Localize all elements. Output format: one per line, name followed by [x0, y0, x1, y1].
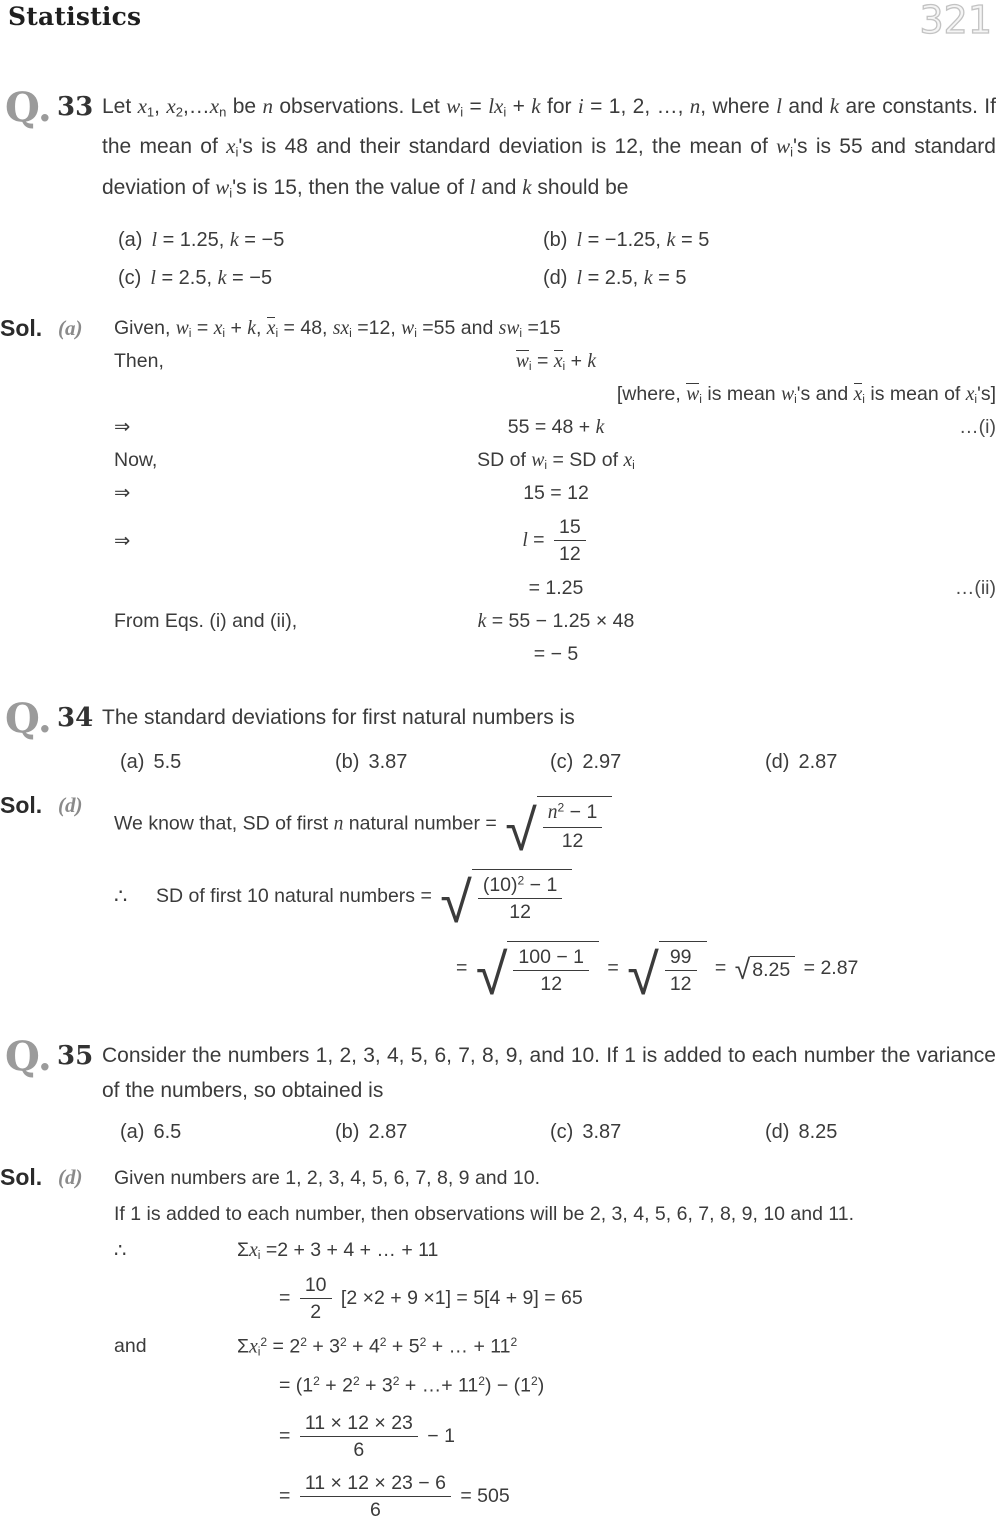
option-value: l = 2.5, k = −5	[150, 266, 273, 289]
option-label: (d)	[765, 750, 790, 773]
solution-label: Sol.	[0, 314, 43, 341]
equation: = $\frac{11 \times 12 \times 23 - 6}{6}$ = 505	[279, 1471, 510, 1522]
question-35-section	[0, 1032, 998, 1151]
statement: If 1 is added to each number, then observations will be 2, 3, 4, 5, 6, 7, 8, 9, 10 and 11.	[114, 1203, 855, 1226]
question-number: 35	[57, 1040, 94, 1071]
solution-line	[114, 444, 998, 477]
page-header	[0, 0, 998, 50]
equation: = $\frac{10}{2}$ [2 ×2 + 9 ×1] = 5[4 + 9] = 65	[279, 1273, 583, 1324]
solution-33	[0, 312, 998, 671]
option-label: (c)	[550, 1120, 574, 1143]
option-a	[120, 1113, 335, 1151]
option-b	[335, 1113, 550, 1151]
question-number: 34	[57, 702, 94, 733]
question-text: The standard deviations for first natural numbers is	[102, 705, 575, 729]
equation: = $\frac{11 \times 12 \times 23}{6}$ − 1	[279, 1411, 455, 1462]
option-d	[765, 743, 998, 781]
solution-line	[114, 861, 998, 936]
implies-symbol: ⇒	[114, 482, 131, 505]
option-value: l = 2.5, k = 5	[576, 266, 687, 289]
solution-line	[114, 1233, 998, 1269]
equation-tag: …(ii)	[954, 576, 996, 599]
equation: k = 55 − 1.25 × 48	[477, 609, 635, 632]
question-number: 33	[57, 92, 94, 122]
option-a	[120, 743, 335, 781]
option-label: (a)	[120, 750, 145, 773]
option-d	[765, 1113, 998, 1151]
option-value: l = −1.25, k = 5	[576, 228, 710, 251]
equation: $w_i = x_i + k$	[515, 349, 597, 373]
option-value: 2.87	[798, 750, 838, 773]
equation-tag: …(i)	[959, 415, 996, 438]
solution-answer: (d)	[58, 1164, 83, 1189]
option-label: (a)	[120, 1120, 145, 1143]
question-34-options	[120, 743, 998, 781]
solution-line	[114, 1467, 998, 1527]
option-label: (d)	[543, 266, 568, 289]
equation: = − 5	[533, 642, 579, 665]
solution-body	[114, 1161, 998, 1527]
solution-line	[114, 411, 998, 444]
therefore-symbol: ∴	[114, 885, 128, 909]
option-label: (d)	[765, 1120, 790, 1143]
equation: 15 = 12	[523, 481, 589, 504]
line-label: and	[114, 1335, 147, 1358]
equation: $\Sigma x_i^2 = 2^2 + 3^2 + 4^2 + 5^2$ + … + $11^2$	[237, 1334, 518, 1359]
solution-line	[114, 1329, 998, 1365]
question-33-options	[118, 221, 998, 297]
equation: = √ $\frac{100 - 1}{12}$ = √ $\frac{99}{12}$ = √ 8.25 = 2.87	[456, 940, 859, 1008]
option-c	[550, 1113, 765, 1151]
solution-35	[0, 1161, 998, 1527]
solution-line	[114, 789, 998, 865]
equation: SD of first 10 natural numbers = √ $\frac{(10)^2 - 1}{12}$	[156, 869, 575, 925]
solution-body	[114, 789, 998, 1008]
solution-line	[114, 345, 998, 378]
option-label: (b)	[335, 1120, 360, 1143]
statement: Given numbers are 1, 2, 3, 4, 5, 6, 7, 8, 9 and 10.	[114, 1167, 541, 1190]
line-label: From Eqs. (i) and (ii),	[114, 609, 298, 632]
solution-line	[114, 477, 998, 510]
where-note: [where, $w_i$ is mean $w_i's$ and $x_i$ is mean of $x_i's$]	[616, 382, 996, 406]
option-label: (b)	[335, 750, 360, 773]
equation: SD of $w_i$ = SD of $x_i$	[477, 448, 635, 472]
solution-line	[114, 1269, 998, 1329]
solution-line	[114, 638, 998, 671]
option-value: 3.87	[368, 750, 408, 773]
option-d	[543, 259, 998, 297]
solution-line	[114, 510, 998, 572]
equation: 55 = 48 + k	[507, 415, 605, 438]
line-label: Now,	[114, 448, 158, 471]
question-34-section	[0, 694, 998, 781]
option-b	[543, 221, 998, 259]
given-statement: Given, $w_i = x_i + k$, $x_i = 48$, $sx_i =12$, $w_i =55$ and $sw_i =15$	[114, 316, 561, 340]
solution-label: Sol.	[0, 791, 43, 818]
option-value: 8.25	[798, 1120, 838, 1143]
option-label: (a)	[118, 228, 143, 251]
option-c	[550, 743, 765, 781]
page-number: 321	[919, 0, 992, 42]
equation: = ($1^2 + 2^2 + 3^2$ + …+ $11^2) - (1^2)$	[279, 1373, 545, 1397]
question-35-options	[120, 1113, 998, 1151]
solution-line	[114, 1197, 998, 1233]
implies-symbol: ⇒	[114, 416, 131, 439]
question-33	[5, 84, 998, 210]
equation: = 1.25	[528, 576, 584, 599]
solution-answer: (d)	[58, 792, 83, 817]
option-value: 2.87	[368, 1120, 408, 1143]
solution-line	[114, 312, 998, 345]
option-value: 6.5	[153, 1120, 182, 1143]
question-label: Q.	[5, 694, 52, 742]
option-value: 3.87	[582, 1120, 622, 1143]
solution-line	[114, 1365, 998, 1407]
question-35	[5, 1032, 998, 1108]
solution-line	[114, 605, 998, 638]
question-label: Q.	[5, 1032, 52, 1080]
equation: l = $\frac{15}{12}$	[522, 515, 589, 567]
page-title: Statistics	[8, 2, 142, 31]
option-value: 5.5	[153, 750, 182, 773]
solution-line	[114, 1407, 998, 1467]
option-b	[335, 743, 550, 781]
implies-symbol: ⇒	[114, 529, 131, 552]
option-label: (c)	[118, 266, 142, 289]
option-a	[118, 221, 543, 259]
question-label: Q.	[5, 84, 52, 131]
line-label: Then,	[114, 349, 164, 372]
solution-line	[114, 572, 998, 605]
solution-answer: (a)	[58, 315, 83, 340]
question-33-section	[0, 84, 998, 297]
option-label: (b)	[543, 228, 568, 251]
solution-line	[114, 933, 998, 1008]
solution-line	[114, 378, 998, 411]
option-value: 2.97	[582, 750, 622, 773]
solution-34	[0, 789, 998, 1008]
question-34	[5, 694, 998, 742]
question-text: Consider the numbers 1, 2, 3, 4, 5, 6, 7, 8, 9, and 10. If 1 is added to each number the variance of the numbers, so obtained is	[102, 1043, 996, 1102]
solution-label: Sol.	[0, 1163, 43, 1190]
equation: We know that, SD of first n natural number = √ $\frac{n^2 - 1}{12}$	[114, 796, 615, 853]
therefore-symbol: ∴	[114, 1239, 127, 1262]
solution-line	[114, 1161, 998, 1197]
option-value: l = 1.25, k = −5	[151, 228, 285, 251]
solution-body	[114, 312, 998, 671]
equation: $\Sigma x_i =2 + 3 + 4$ + … + 11	[237, 1239, 439, 1263]
option-label: (c)	[550, 750, 574, 773]
option-c	[118, 259, 543, 297]
question-text: Let $x_1$, $x_2,\dots x_n$ be n observations. Let $w_i = lx_i + k$ for i = 1, 2, …, n, where l and k are constants. If the mean of $x_i's$ is 48 and their standard deviation is 12, the mean of $w_i's$ is 55 and standard deviation of $w_i's$ is 15, then the value of l and k should be	[102, 94, 996, 200]
